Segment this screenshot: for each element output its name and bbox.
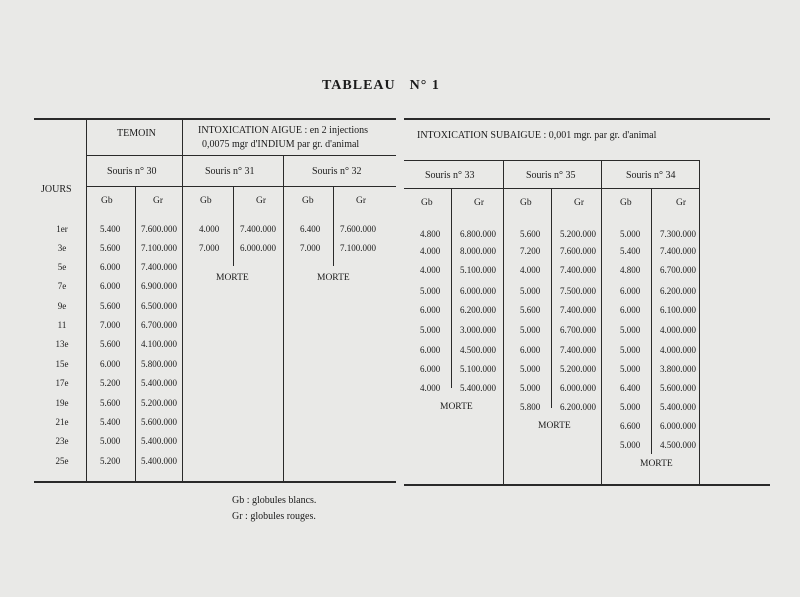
col-gr: Gr	[256, 196, 267, 206]
mouse-32-header: Souris n° 32	[312, 166, 362, 177]
gb-value: 4.000	[420, 383, 441, 393]
gr-value: 4.000.000	[660, 325, 696, 335]
gr-value: 6.700.000	[560, 325, 596, 335]
gr-value: 6.500.000	[141, 301, 177, 311]
gr-value: 5.200.000	[141, 398, 177, 408]
gb-value: 4.800	[620, 265, 641, 275]
day-label: 3e	[57, 243, 67, 253]
title-number: N° 1	[409, 78, 440, 93]
temoin-header: TEMOIN	[117, 128, 156, 139]
morte-label: MORTE	[640, 459, 673, 469]
gr-value: 5.400.000	[460, 383, 496, 393]
table-title	[322, 78, 440, 94]
col-gb: Gb	[302, 196, 314, 206]
gr-value: 5.800.000	[141, 359, 177, 369]
gb-value: 4.000	[199, 224, 220, 234]
col-gb: Gb	[520, 198, 532, 208]
day-label: 13e	[55, 339, 69, 349]
gr-value: 3.800.000	[660, 364, 696, 374]
gb-value: 5.600	[100, 398, 121, 408]
morte-label: MORTE	[317, 273, 350, 283]
day-label: 19e	[55, 398, 69, 408]
rule	[404, 484, 770, 486]
rule	[135, 186, 136, 481]
gr-value: 5.100.000	[460, 265, 496, 275]
col-gb: Gb	[101, 196, 113, 206]
gr-value: 7.300.000	[660, 229, 696, 239]
gb-value: 6.000	[100, 359, 121, 369]
gr-value: 7.600.000	[141, 224, 177, 234]
morte-label: MORTE	[440, 402, 473, 412]
gb-value: 4.000	[420, 265, 441, 275]
gb-value: 5.000	[420, 286, 441, 296]
gb-value: 6.000	[420, 305, 441, 315]
rule	[699, 160, 700, 484]
gr-value: 5.400.000	[141, 456, 177, 466]
gr-value: 5.400.000	[660, 402, 696, 412]
legend-gr: Gr : globules rouges.	[232, 511, 316, 522]
gb-value: 5.200	[100, 456, 121, 466]
rule	[404, 188, 700, 189]
gr-value: 6.200.000	[660, 286, 696, 296]
rule	[34, 481, 396, 483]
gb-value: 5.000	[620, 440, 641, 450]
gb-value: 5.000	[620, 402, 641, 412]
gb-value: 4.800	[420, 229, 441, 239]
gr-value: 4.000.000	[660, 345, 696, 355]
gb-value: 5.000	[520, 364, 541, 374]
gr-value: 4.500.000	[660, 440, 696, 450]
days-header: JOURS	[41, 184, 72, 195]
day-label: 23e	[55, 436, 69, 446]
title-text: TABLEAU	[322, 78, 396, 93]
gr-value: 6.000.000	[660, 421, 696, 431]
rule	[86, 118, 87, 481]
col-gr: Gr	[574, 198, 585, 208]
mouse-33-header: Souris n° 33	[425, 170, 475, 181]
gb-value: 7.000	[300, 243, 321, 253]
rule	[404, 118, 770, 120]
gr-value: 7.400.000	[660, 246, 696, 256]
gb-value: 5.600	[100, 243, 121, 253]
gr-value: 7.400.000	[560, 305, 596, 315]
gr-value: 6.700.000	[141, 320, 177, 330]
gr-value: 7.100.000	[340, 243, 376, 253]
gb-value: 6.000	[620, 286, 641, 296]
gr-value: 4.100.000	[141, 339, 177, 349]
gr-value: 7.400.000	[560, 345, 596, 355]
gb-value: 4.000	[420, 246, 441, 256]
gb-value: 7.000	[100, 320, 121, 330]
day-label: 15e	[55, 359, 69, 369]
col-gr: Gr	[676, 198, 687, 208]
legend-gb: Gb : globules blancs.	[232, 495, 317, 506]
rule	[233, 186, 234, 266]
mouse-35-header: Souris n° 35	[526, 170, 576, 181]
gb-value: 6.000	[520, 345, 541, 355]
gr-value: 7.500.000	[560, 286, 596, 296]
gr-value: 7.400.000	[240, 224, 276, 234]
gr-value: 6.100.000	[660, 305, 696, 315]
rule	[503, 160, 504, 484]
col-gr: Gr	[356, 196, 367, 206]
rule	[86, 186, 396, 187]
gr-value: 6.800.000	[460, 229, 496, 239]
gb-value: 5.000	[520, 286, 541, 296]
gb-value: 6.000	[420, 364, 441, 374]
gr-value: 6.000.000	[560, 383, 596, 393]
day-label: 1er	[56, 224, 68, 234]
subaigue-header: INTOXICATION SUBAIGUE : 0,001 mgr. par gr. d'animal	[417, 130, 657, 141]
aigue-header-line1: INTOXICATION AIGUE : en 2 injections	[198, 125, 369, 136]
gr-value: 5.600.000	[660, 383, 696, 393]
gr-value: 6.000.000	[240, 243, 276, 253]
day-label: 21e	[55, 417, 69, 427]
gr-value: 4.500.000	[460, 345, 496, 355]
gb-value: 7.000	[199, 243, 220, 253]
gb-value: 6.400	[300, 224, 321, 234]
day-label: 11	[57, 320, 67, 330]
gb-value: 7.200	[520, 246, 541, 256]
col-gr: Gr	[474, 198, 485, 208]
gb-value: 5.000	[520, 383, 541, 393]
gb-value: 6.000	[620, 305, 641, 315]
gb-value: 5.000	[620, 229, 641, 239]
gb-value: 6.000	[420, 345, 441, 355]
gb-value: 6.000	[100, 281, 121, 291]
gr-value: 6.200.000	[560, 402, 596, 412]
gb-value: 5.000	[100, 436, 121, 446]
aigue-header-line2: 0,0075 mgr d'INDIUM par gr. d'animal	[202, 139, 360, 150]
gr-value: 5.200.000	[560, 229, 596, 239]
mouse-30-header: Souris n° 30	[107, 166, 157, 177]
rule	[551, 188, 552, 408]
mouse-34-header: Souris n° 34	[626, 170, 676, 181]
rule	[451, 188, 452, 388]
gr-value: 8.000.000	[460, 246, 496, 256]
gr-value: 6.700.000	[660, 265, 696, 275]
gb-value: 6.000	[100, 262, 121, 272]
rule	[651, 188, 652, 454]
gb-value: 5.400	[100, 417, 121, 427]
gr-value: 6.900.000	[141, 281, 177, 291]
gb-value: 4.000	[520, 265, 541, 275]
gr-value: 6.000.000	[460, 286, 496, 296]
gr-value: 5.600.000	[141, 417, 177, 427]
rule	[404, 160, 700, 161]
day-label: 25e	[55, 456, 69, 466]
gr-value: 6.200.000	[460, 305, 496, 315]
morte-label: MORTE	[538, 421, 571, 431]
gr-value: 7.100.000	[141, 243, 177, 253]
gb-value: 5.000	[520, 325, 541, 335]
gr-value: 5.400.000	[141, 378, 177, 388]
col-gr: Gr	[153, 196, 164, 206]
gr-value: 7.600.000	[560, 246, 596, 256]
gb-value: 5.600	[100, 339, 121, 349]
rule	[182, 118, 183, 481]
mouse-31-header: Souris n° 31	[205, 166, 255, 177]
gb-value: 5.000	[620, 364, 641, 374]
rule	[333, 186, 334, 266]
day-label: 5e	[57, 262, 67, 272]
gr-value: 5.100.000	[460, 364, 496, 374]
rule	[86, 155, 186, 156]
morte-label: MORTE	[216, 273, 249, 283]
gb-value: 6.600	[620, 421, 641, 431]
gb-value: 5.800	[520, 402, 541, 412]
gb-value: 5.000	[620, 325, 641, 335]
gr-value: 7.400.000	[141, 262, 177, 272]
gr-value: 7.400.000	[560, 265, 596, 275]
col-gb: Gb	[200, 196, 212, 206]
day-label: 7e	[57, 281, 67, 291]
gr-value: 5.200.000	[560, 364, 596, 374]
gr-value: 5.400.000	[141, 436, 177, 446]
gb-value: 5.600	[520, 305, 541, 315]
gr-value: 7.600.000	[340, 224, 376, 234]
gr-value: 3.000.000	[460, 325, 496, 335]
gb-value: 5.000	[420, 325, 441, 335]
gb-value: 5.600	[520, 229, 541, 239]
gb-value: 5.400	[620, 246, 641, 256]
rule	[283, 155, 284, 481]
rule	[186, 155, 396, 156]
gb-value: 5.200	[100, 378, 121, 388]
gb-value: 5.000	[620, 345, 641, 355]
day-label: 17e	[55, 378, 69, 388]
day-label: 9e	[57, 301, 67, 311]
gb-value: 5.600	[100, 301, 121, 311]
rule	[601, 160, 602, 484]
rule	[34, 118, 396, 120]
col-gb: Gb	[620, 198, 632, 208]
gb-value: 6.400	[620, 383, 641, 393]
gb-value: 5.400	[100, 224, 121, 234]
col-gb: Gb	[421, 198, 433, 208]
